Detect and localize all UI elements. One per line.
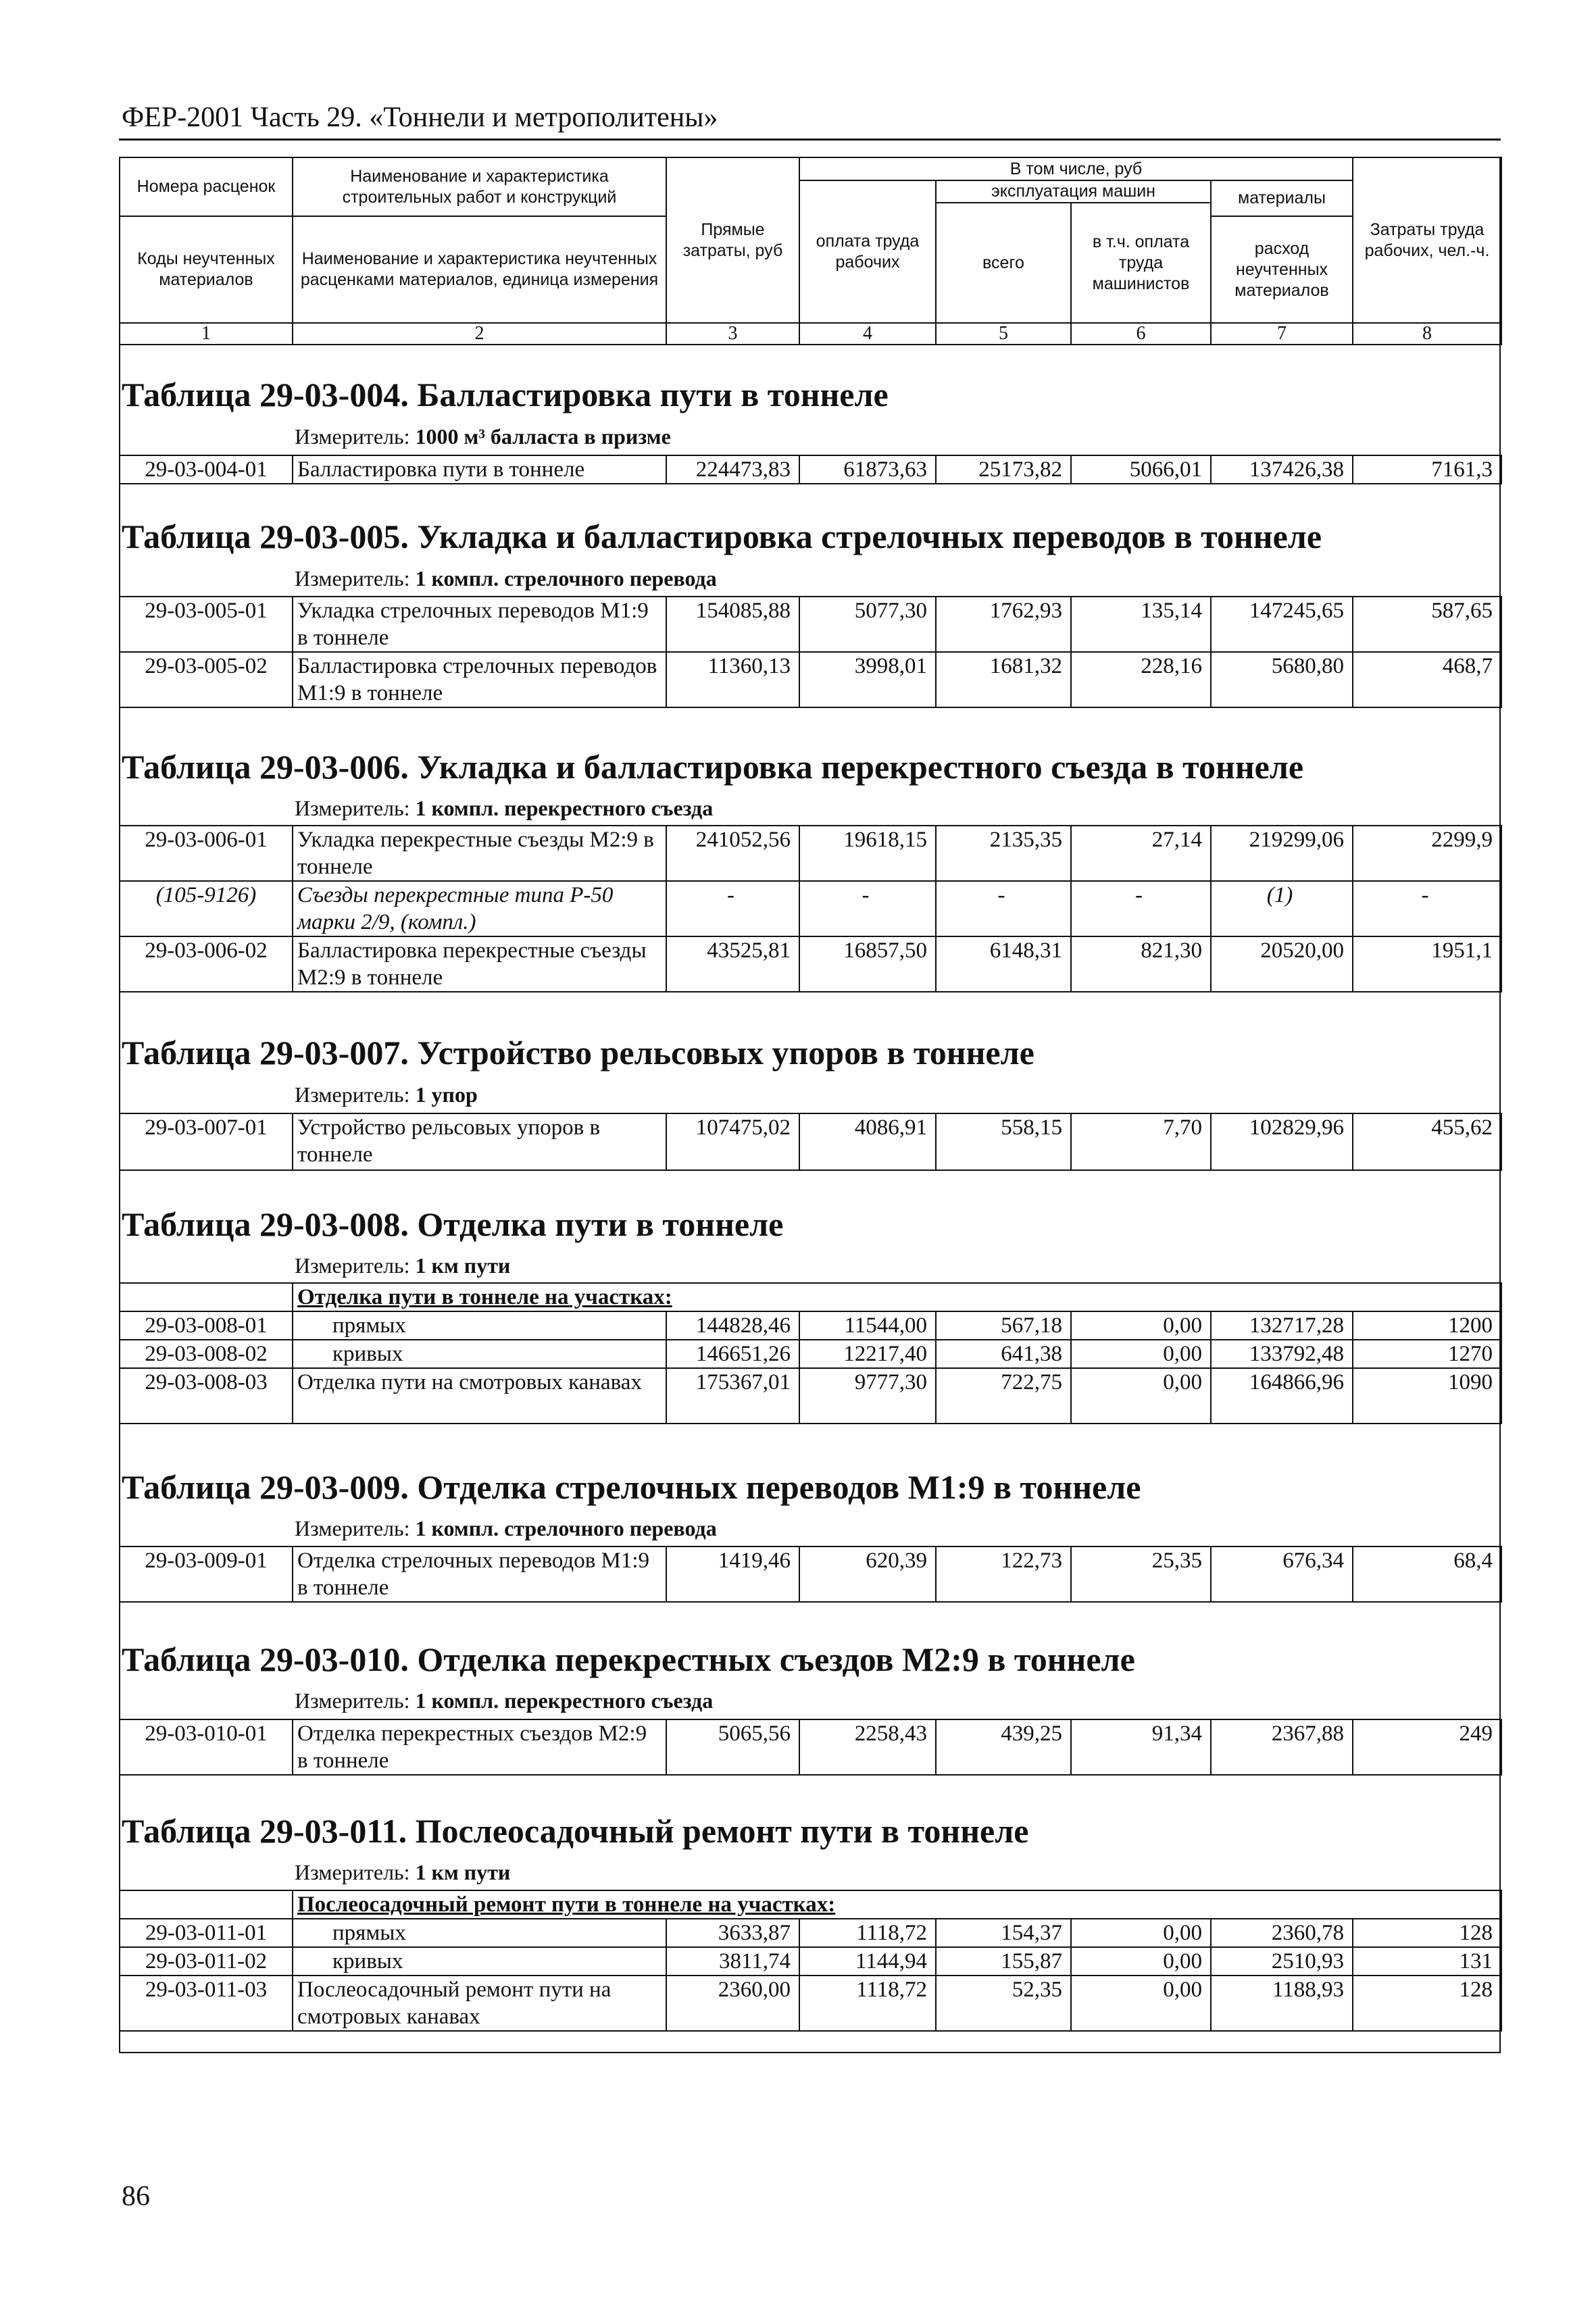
col-material-name-header: Наименование и характеристика неучтенных расценками материалов, единица измерения bbox=[293, 216, 666, 323]
value-cell: 2135,35 bbox=[936, 826, 1071, 881]
rate-name: Укладка стрелочных переводов М1:9 в тоннеле bbox=[293, 597, 666, 652]
measurement-unit bbox=[295, 1516, 717, 1541]
table-row bbox=[120, 1919, 1501, 1947]
value-cell: 128 bbox=[1353, 1976, 1501, 2031]
table-title: Таблица 29-03-010. Отделка перекрестных съездов М2:9 в тоннеле bbox=[122, 1640, 1135, 1678]
value-cell: 1419,46 bbox=[666, 1546, 799, 1602]
value-cell: - bbox=[936, 881, 1071, 936]
value-cell: 2258,43 bbox=[799, 1719, 936, 1775]
value-cell: - bbox=[799, 881, 936, 936]
value-cell: 52,35 bbox=[936, 1976, 1071, 2031]
rate-code: 29-03-010-01 bbox=[120, 1719, 293, 1775]
measurement-label: Измеритель: bbox=[295, 1860, 410, 1884]
table-row bbox=[120, 1311, 1501, 1340]
col-work-name-header: Наименование и характеристика строительных работ и конструкций bbox=[293, 157, 666, 216]
measurement-label: Измеритель: bbox=[295, 796, 410, 820]
value-cell: 7161,3 bbox=[1353, 455, 1501, 484]
value-cell: 0,00 bbox=[1071, 1919, 1211, 1947]
value-cell: 641,38 bbox=[936, 1340, 1071, 1368]
rate-code: 29-03-005-01 bbox=[120, 597, 293, 652]
value-cell: 587,65 bbox=[1353, 597, 1501, 652]
value-cell: 558,15 bbox=[936, 1113, 1071, 1170]
table-row bbox=[120, 455, 1501, 484]
value-cell: 1188,93 bbox=[1211, 1976, 1353, 2031]
table-title: Таблица 29-03-011. Послеосадочный ремонт пути в тоннеле bbox=[122, 1812, 1029, 1850]
value-cell: - bbox=[1071, 881, 1211, 936]
value-cell: 1951,1 bbox=[1353, 936, 1501, 992]
value-cell: 7,70 bbox=[1071, 1113, 1211, 1170]
value-cell: 12217,40 bbox=[799, 1340, 936, 1368]
value-cell: 3811,74 bbox=[666, 1947, 799, 1976]
value-cell: 5066,01 bbox=[1071, 455, 1211, 484]
value-cell: 102829,96 bbox=[1211, 1113, 1353, 1170]
price-table bbox=[119, 596, 1502, 708]
col-number: 1 bbox=[120, 323, 293, 345]
col-materials-header: материалы bbox=[1211, 180, 1353, 216]
value-cell: 146651,26 bbox=[666, 1340, 799, 1368]
rate-code: 29-03-007-01 bbox=[120, 1113, 293, 1170]
col-number: 4 bbox=[799, 323, 936, 345]
rate-code: (105-9126) bbox=[120, 881, 293, 936]
value-cell: 1144,94 bbox=[799, 1947, 936, 1976]
measurement-value: 1 км пути bbox=[415, 1860, 511, 1884]
value-cell: 219299,06 bbox=[1211, 826, 1353, 881]
measurement-unit bbox=[295, 1860, 510, 1885]
subheader-text: Отделка пути в тоннеле на участках: bbox=[293, 1283, 1501, 1311]
value-cell: 5077,30 bbox=[799, 597, 936, 652]
value-cell: 1090 bbox=[1353, 1368, 1501, 1424]
value-cell: 43525,81 bbox=[666, 936, 799, 992]
rate-name: Устройство рельсовых упоров в тоннеле bbox=[293, 1113, 666, 1170]
measurement-value: 1 км пути bbox=[415, 1253, 511, 1278]
value-cell: 147245,65 bbox=[1211, 597, 1353, 652]
page-number: 86 bbox=[122, 2181, 150, 2212]
value-cell: 1270 bbox=[1353, 1340, 1501, 1368]
column-header-table bbox=[119, 157, 1502, 345]
rate-name: Отделка стрелочных переводов М1:9 в тоннеле bbox=[293, 1546, 666, 1602]
subheader-text: Послеосадочный ремонт пути в тоннеле на участках: bbox=[293, 1890, 1501, 1919]
value-cell: 224473,83 bbox=[666, 455, 799, 484]
col-machines-total-header: всего bbox=[936, 203, 1071, 323]
value-cell: 439,25 bbox=[936, 1719, 1071, 1775]
table-title: Таблица 29-03-007. Устройство рельсовых упоров в тоннеле bbox=[122, 1034, 1034, 1072]
table-row bbox=[120, 1546, 1501, 1602]
col-number: 8 bbox=[1353, 323, 1501, 345]
value-cell: 821,30 bbox=[1071, 936, 1211, 992]
value-cell: 16857,50 bbox=[799, 936, 936, 992]
value-cell: (1) bbox=[1211, 881, 1353, 936]
value-cell: 455,62 bbox=[1353, 1113, 1501, 1170]
value-cell: 155,87 bbox=[936, 1947, 1071, 1976]
table-row bbox=[120, 1113, 1501, 1170]
rate-code: 29-03-006-01 bbox=[120, 826, 293, 881]
value-cell: 25,35 bbox=[1071, 1546, 1211, 1602]
value-cell: 128 bbox=[1353, 1919, 1501, 1947]
measurement-label: Измеритель: bbox=[295, 1516, 410, 1540]
value-cell: - bbox=[666, 881, 799, 936]
value-cell: 0,00 bbox=[1071, 1368, 1211, 1424]
rate-name: кривых bbox=[293, 1340, 666, 1368]
value-cell: 249 bbox=[1353, 1719, 1501, 1775]
value-cell: 1200 bbox=[1353, 1311, 1501, 1340]
value-cell: 154085,88 bbox=[666, 597, 799, 652]
value-cell: 2360,78 bbox=[1211, 1919, 1353, 1947]
rate-code: 29-03-011-01 bbox=[120, 1919, 293, 1947]
value-cell: 131 bbox=[1353, 1947, 1501, 1976]
value-cell: 144828,46 bbox=[666, 1311, 799, 1340]
value-cell: 154,37 bbox=[936, 1919, 1071, 1947]
rate-name: прямых bbox=[293, 1311, 666, 1340]
rate-name: Балластировка пути в тоннеле bbox=[293, 455, 666, 484]
value-cell: 137426,38 bbox=[1211, 455, 1353, 484]
rate-code: 29-03-004-01 bbox=[120, 455, 293, 484]
col-materials-consumption-header: расход неучтенных материалов bbox=[1211, 216, 1353, 323]
col-labor-pay-header: оплата труда рабочих bbox=[799, 180, 936, 323]
price-table bbox=[119, 1719, 1502, 1776]
table-title: Таблица 29-03-006. Укладка и балластировка перекрестного съезда в тоннеле bbox=[122, 748, 1304, 786]
price-table bbox=[119, 1546, 1502, 1603]
table-row bbox=[120, 1976, 1501, 2031]
table-row bbox=[120, 1947, 1501, 1976]
rate-code: 29-03-005-02 bbox=[120, 652, 293, 707]
measurement-value: 1 компл. перекрестного съезда bbox=[415, 796, 714, 820]
table-title: Таблица 29-03-008. Отделка пути в тоннеле bbox=[122, 1205, 784, 1243]
value-cell: 620,39 bbox=[799, 1546, 936, 1602]
price-table bbox=[119, 1890, 1502, 2032]
col-labor-costs-header: Затраты труда рабочих, чел.-ч. bbox=[1353, 157, 1501, 323]
rate-name: Балластировка стрелочных переводов М1:9 в тоннеле bbox=[293, 652, 666, 707]
value-cell: 2299,9 bbox=[1353, 826, 1501, 881]
col-number: 7 bbox=[1211, 323, 1353, 345]
col-material-codes-header: Коды неучтенных материалов bbox=[120, 216, 293, 323]
price-table bbox=[119, 455, 1502, 484]
value-cell: 135,14 bbox=[1071, 597, 1211, 652]
price-table bbox=[119, 1282, 1502, 1424]
table-row bbox=[120, 1719, 1501, 1775]
value-cell: 175367,01 bbox=[666, 1368, 799, 1424]
value-cell: 25173,82 bbox=[936, 455, 1071, 484]
value-cell: 722,75 bbox=[936, 1368, 1071, 1424]
value-cell: 0,00 bbox=[1071, 1340, 1211, 1368]
rate-name: Съезды перекрестные типа Р-50 марки 2/9, (компл.) bbox=[293, 881, 666, 936]
value-cell: - bbox=[1353, 881, 1501, 936]
value-cell: 11360,13 bbox=[666, 652, 799, 707]
measurement-value: 1 компл. стрелочного перевода bbox=[415, 1516, 717, 1540]
table-row bbox=[120, 1368, 1501, 1424]
page-header: ФЕР-2001 Часть 29. «Тоннели и метрополитены» bbox=[122, 102, 718, 133]
price-table bbox=[119, 825, 1502, 992]
measurement-unit bbox=[295, 1688, 713, 1713]
value-cell: 567,18 bbox=[936, 1311, 1071, 1340]
value-cell: 91,34 bbox=[1071, 1719, 1211, 1775]
table-row bbox=[120, 826, 1501, 881]
value-cell: 1762,93 bbox=[936, 597, 1071, 652]
rate-name: Укладка перекрестные съезды М2:9 в тоннеле bbox=[293, 826, 666, 881]
table-row bbox=[120, 936, 1501, 992]
rate-code: 29-03-008-01 bbox=[120, 1311, 293, 1340]
value-cell: 0,00 bbox=[1071, 1947, 1211, 1976]
table-row bbox=[120, 1340, 1501, 1368]
measurement-label: Измеритель: bbox=[295, 1688, 410, 1713]
price-table bbox=[119, 1113, 1502, 1171]
value-cell: 6148,31 bbox=[936, 936, 1071, 992]
value-cell: 19618,15 bbox=[799, 826, 936, 881]
rate-code: 29-03-011-02 bbox=[120, 1947, 293, 1976]
value-cell: 228,16 bbox=[1071, 652, 1211, 707]
col-machinists-header: в т.ч. оплата труда машинистов bbox=[1071, 203, 1211, 323]
header-rule bbox=[119, 139, 1501, 141]
rate-name: Послеосадочный ремонт пути на смотровых канавах bbox=[293, 1976, 666, 2031]
measurement-label: Измеритель: bbox=[295, 1253, 410, 1278]
value-cell: 0,00 bbox=[1071, 1311, 1211, 1340]
value-cell: 164866,96 bbox=[1211, 1368, 1353, 1424]
value-cell: 3633,87 bbox=[666, 1919, 799, 1947]
measurement-value: 1000 м³ балласта в призме bbox=[415, 424, 671, 449]
rate-name: Отделка перекрестных съездов М2:9 в тоннеле bbox=[293, 1719, 666, 1775]
rate-name: Балластировка перекрестные съезды М2:9 в тоннеле bbox=[293, 936, 666, 992]
table-title: Таблица 29-03-009. Отделка стрелочных переводов М1:9 в тоннеле bbox=[122, 1468, 1141, 1506]
measurement-unit bbox=[295, 796, 713, 821]
value-cell: 1118,72 bbox=[799, 1919, 936, 1947]
value-cell: 1118,72 bbox=[799, 1976, 936, 2031]
value-cell: 241052,56 bbox=[666, 826, 799, 881]
col-rate-number-header: Номера расценок bbox=[120, 157, 293, 216]
rate-code: 29-03-008-03 bbox=[120, 1368, 293, 1424]
value-cell: 5680,80 bbox=[1211, 652, 1353, 707]
measurement-label: Измеритель: bbox=[295, 424, 410, 449]
measurement-unit bbox=[295, 424, 671, 449]
col-machines-header: эксплуатация машин bbox=[936, 180, 1211, 203]
value-cell: 9777,30 bbox=[799, 1368, 936, 1424]
col-number: 5 bbox=[936, 323, 1071, 345]
rate-name: кривых bbox=[293, 1947, 666, 1976]
subheader-code-cell bbox=[120, 1890, 293, 1919]
value-cell: 5065,56 bbox=[666, 1719, 799, 1775]
measurement-unit bbox=[295, 1082, 478, 1107]
col-number: 6 bbox=[1071, 323, 1211, 345]
value-cell: 2367,88 bbox=[1211, 1719, 1353, 1775]
measurement-unit bbox=[295, 1253, 510, 1278]
table-row bbox=[120, 597, 1501, 652]
table-title: Таблица 29-03-004. Балластировка пути в тоннеле bbox=[122, 376, 889, 413]
col-number: 2 bbox=[293, 323, 666, 345]
table-title: Таблица 29-03-005. Укладка и балластировка стрелочных переводов в тоннеле bbox=[122, 518, 1322, 555]
rate-name: прямых bbox=[293, 1919, 666, 1947]
value-cell: 3998,01 bbox=[799, 652, 936, 707]
table-row bbox=[120, 881, 1501, 936]
table-row bbox=[120, 652, 1501, 707]
measurement-value: 1 компл. перекрестного съезда bbox=[415, 1688, 714, 1713]
value-cell: 0,00 bbox=[1071, 1976, 1211, 2031]
rate-code: 29-03-009-01 bbox=[120, 1546, 293, 1602]
rate-code: 29-03-008-02 bbox=[120, 1340, 293, 1368]
rate-name: Отделка пути на смотровых канавах bbox=[293, 1368, 666, 1424]
value-cell: 1681,32 bbox=[936, 652, 1071, 707]
measurement-unit bbox=[295, 566, 717, 591]
value-cell: 20520,00 bbox=[1211, 936, 1353, 992]
value-cell: 2360,00 bbox=[666, 1976, 799, 2031]
value-cell: 11544,00 bbox=[799, 1311, 936, 1340]
col-number: 3 bbox=[666, 323, 799, 345]
rate-code: 29-03-011-03 bbox=[120, 1976, 293, 2031]
value-cell: 676,34 bbox=[1211, 1546, 1353, 1602]
measurement-label: Измеритель: bbox=[295, 1082, 410, 1107]
measurement-value: 1 компл. стрелочного перевода bbox=[415, 566, 717, 590]
value-cell: 68,4 bbox=[1353, 1546, 1501, 1602]
value-cell: 4086,91 bbox=[799, 1113, 936, 1170]
value-cell: 132717,28 bbox=[1211, 1311, 1353, 1340]
value-cell: 2510,93 bbox=[1211, 1947, 1353, 1976]
measurement-label: Измеритель: bbox=[295, 566, 410, 590]
subheader-code-cell bbox=[120, 1283, 293, 1311]
value-cell: 27,14 bbox=[1071, 826, 1211, 881]
rate-code: 29-03-006-02 bbox=[120, 936, 293, 992]
value-cell: 468,7 bbox=[1353, 652, 1501, 707]
value-cell: 107475,02 bbox=[666, 1113, 799, 1170]
measurement-value: 1 упор bbox=[415, 1082, 478, 1107]
col-direct-costs-header: Прямые затраты, руб bbox=[666, 157, 799, 323]
col-including-header: В том числе, руб bbox=[799, 157, 1353, 180]
value-cell: 61873,63 bbox=[799, 455, 936, 484]
value-cell: 122,73 bbox=[936, 1546, 1071, 1602]
value-cell: 133792,48 bbox=[1211, 1340, 1353, 1368]
